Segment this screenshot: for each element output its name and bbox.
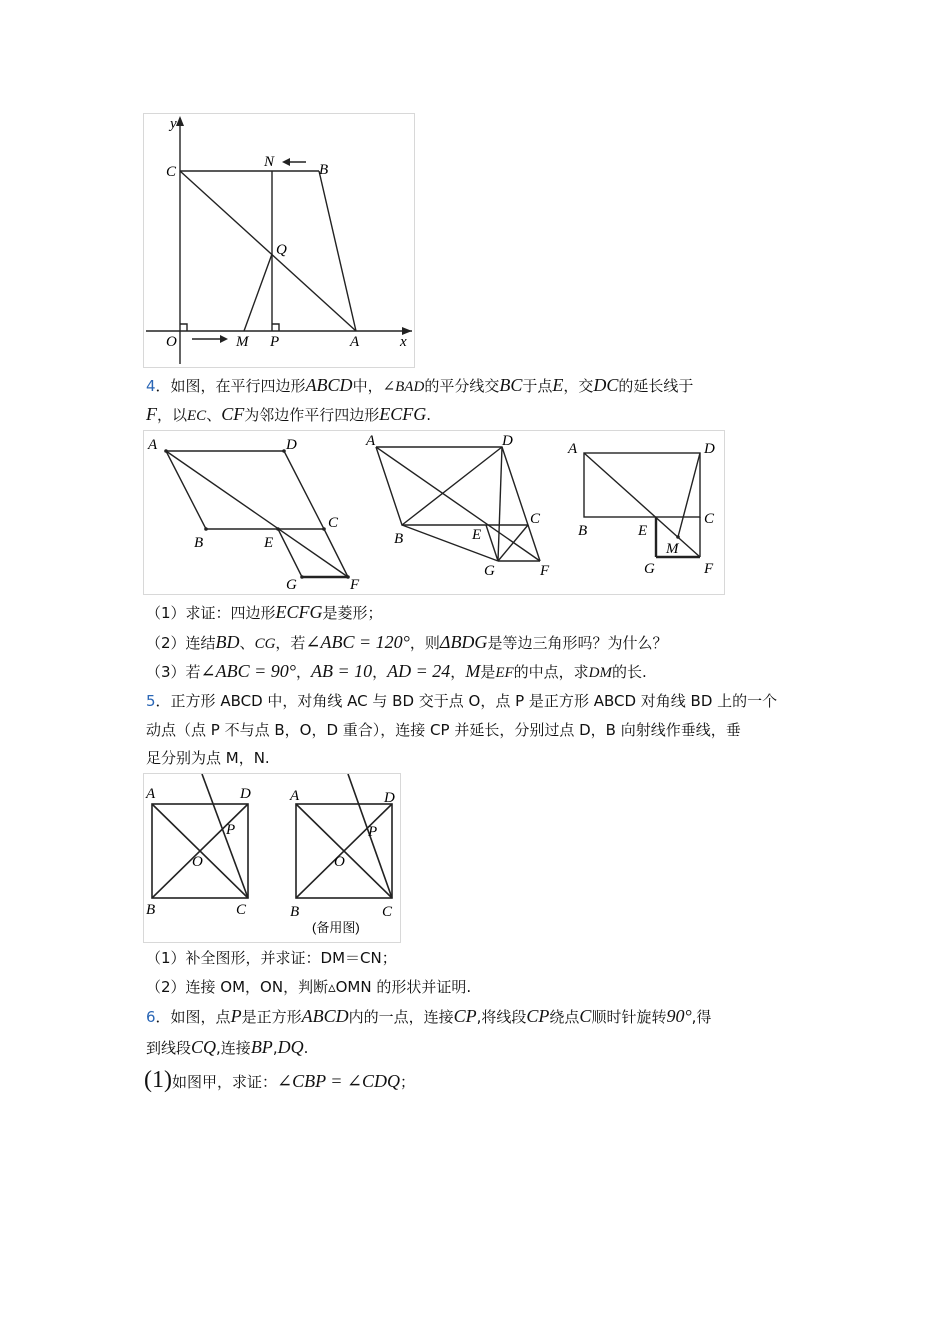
f3-label-F: F xyxy=(704,561,714,577)
label-P: P xyxy=(270,334,280,350)
f1-label-D: D xyxy=(286,437,297,453)
point-A-1 xyxy=(164,449,168,453)
segment-BG-2 xyxy=(402,525,498,561)
f1-label-G: G xyxy=(286,577,297,593)
q6-part-1: (1)如图甲，求证：∠CBP = ∠CDQ； xyxy=(144,1067,416,1093)
segment-MQ xyxy=(244,254,272,331)
f1-label-A: A xyxy=(148,437,158,453)
f5a-label-P: P xyxy=(226,822,236,838)
q4-number: 4 xyxy=(146,377,156,395)
parallelogram-ABCD-1 xyxy=(166,451,324,529)
segment-CA xyxy=(180,171,356,331)
q5-number: 5 xyxy=(146,692,156,710)
right-angle-O xyxy=(180,324,187,331)
figure-q4 xyxy=(143,430,725,595)
segment-CF-1 xyxy=(324,529,348,577)
f5b-label-P: P xyxy=(368,824,378,840)
f2-label-C: C xyxy=(530,511,541,527)
f5a-label-C: C xyxy=(236,902,247,918)
label-B: B xyxy=(319,162,329,178)
f2-label-E: E xyxy=(472,527,482,543)
segment-CG-2 xyxy=(498,525,528,561)
q4-line-1: 4．如图，在平行四边形ABCD中，∠BAD的平分线交BC于点E，交DC的延长线于 xyxy=(146,375,694,395)
f5b-label-O: O xyxy=(334,854,345,870)
right-angle-P xyxy=(272,324,279,331)
q4-part-1: （1）求证：四边形ECFG是菱形； xyxy=(146,602,383,622)
q5-line-1: 5．正方形 ABCD 中，对角线 AC 与 BD 交于点 O，点 P 是正方形 ABCD 对角线 BD 上的一个 xyxy=(146,692,778,710)
segment-DG-2 xyxy=(498,447,502,561)
segment-AF-1 xyxy=(166,451,348,577)
point-C-1 xyxy=(322,527,326,531)
figure-q5 xyxy=(143,773,401,943)
f3-label-B: B xyxy=(578,523,588,539)
f2-label-D: D xyxy=(502,433,513,449)
label-O: O xyxy=(166,334,177,350)
f1-label-E: E xyxy=(264,535,274,551)
f5a-label-B: B xyxy=(146,902,156,918)
figure-q5-svg xyxy=(144,774,400,942)
label-Q: Q xyxy=(276,242,287,258)
q6-number: 6 xyxy=(146,1008,156,1026)
f3-label-E: E xyxy=(638,523,648,539)
label-x: x xyxy=(400,334,407,350)
figure-caption: (备用图) xyxy=(312,920,360,935)
point-B-1 xyxy=(204,527,208,531)
f5b-label-D: D xyxy=(384,790,395,806)
figure-coordinate xyxy=(143,113,415,368)
f3-label-A: A xyxy=(568,441,578,457)
q5-line-2: 动点（点 P 不与点 B，O，D 重合），连接 CP 并延长，分别过点 D，B 向射线作垂线，垂 xyxy=(146,721,741,739)
rectangle-ABCD-3 xyxy=(584,453,700,517)
point-G-1 xyxy=(300,575,304,579)
arrow-left-icon xyxy=(282,158,290,166)
f2-label-B: B xyxy=(394,531,404,547)
segment-DM-3 xyxy=(678,453,700,537)
point-E-1 xyxy=(276,527,280,531)
f2-label-G: G xyxy=(484,563,495,579)
label-y: y xyxy=(170,116,177,132)
f5a-label-A: A xyxy=(146,786,156,802)
point-M-3 xyxy=(676,535,680,539)
f2-label-F: F xyxy=(540,563,550,579)
figure-coordinate-svg xyxy=(144,114,414,367)
q4-part-2: （2）连结BD、CG，若∠ABC = 120°，则ΔBDG是等边三角形吗？为什么？ xyxy=(146,632,668,652)
q4-line-2: F，以EC、CF为邻边作平行四边形ECFG. xyxy=(146,404,432,424)
f5b-label-A: A xyxy=(290,788,300,804)
segment-BD-2 xyxy=(402,447,502,525)
q5-part-2: （2）连接 OM，ON，判断▵OMN 的形状并证明. xyxy=(146,978,472,996)
q5-line-3: 足分别为点 M，N. xyxy=(146,749,270,767)
f1-label-B: B xyxy=(194,535,204,551)
f2-label-A: A xyxy=(366,433,376,449)
y-axis-arrow-icon xyxy=(176,116,184,126)
f1-label-F: F xyxy=(350,577,360,593)
q6-line-2: 到线段CQ,连接BP,DQ. xyxy=(146,1037,309,1057)
f5b-label-C: C xyxy=(382,904,393,920)
q5-part-1: （1）补全图形，并求证：DM＝CN； xyxy=(146,949,397,967)
label-N: N xyxy=(264,154,275,170)
segment-BA xyxy=(319,171,356,331)
f3-label-D: D xyxy=(704,441,715,457)
f1-label-C: C xyxy=(328,515,339,531)
segment-AF-3 xyxy=(584,453,700,557)
label-M: M xyxy=(236,334,249,350)
segment-CF-2 xyxy=(528,525,540,561)
q6-line-1: 6．如图，点P是正方形ABCD内的一点，连接CP,将线段CP绕点C顺时针旋转90°,得 xyxy=(146,1006,712,1026)
f3-label-M: M xyxy=(666,541,679,557)
f5a-label-D: D xyxy=(240,786,251,802)
f5b-label-B: B xyxy=(290,904,300,920)
f3-label-G: G xyxy=(644,561,655,577)
f3-label-C: C xyxy=(704,511,715,527)
arrow-right-icon xyxy=(220,335,228,343)
f5a-label-O: O xyxy=(192,854,203,870)
figure-q4-svg xyxy=(144,431,724,594)
q4-part-3: （3）若∠ABC = 90°，AB = 10，AD = 24，M是EF的中点，求DM的长. xyxy=(146,661,647,681)
label-C: C xyxy=(166,164,177,180)
label-A: A xyxy=(350,334,360,350)
